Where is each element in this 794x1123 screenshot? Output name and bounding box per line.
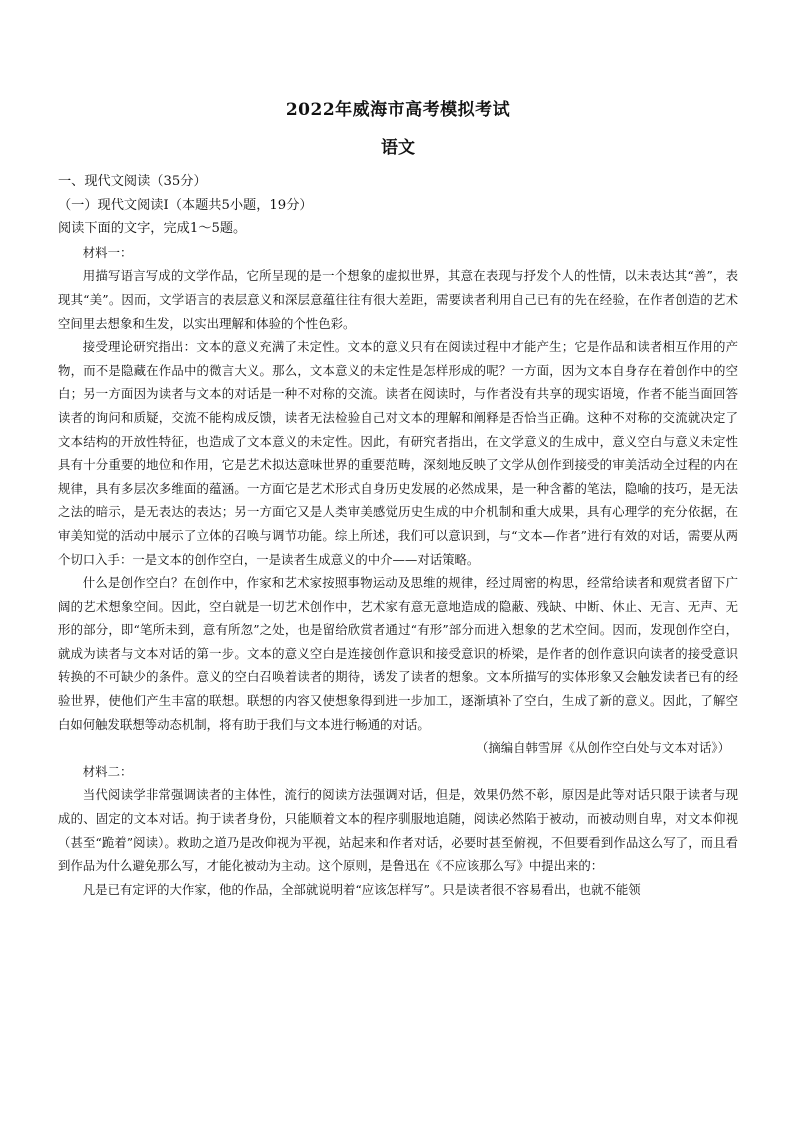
section-heading: 一、现代文阅读（35分） — [58, 174, 207, 189]
material-one-label: 材料一： — [82, 244, 133, 260]
material-two-label: 材料二： — [82, 763, 133, 779]
material-two-paragraph: 当代阅读学非常强调读者的主体性，流行的阅读方法强调对话，但是，效果仍然不彰，原因是此等对话只限于读者与现成的、固定的文本对话。拘于读者身份，只能顺着文本的程序驯服地追随，阅读必然陷于被动，而被动则自卑，对文本仰视（甚至“跪着”阅读）。救助之道乃是改仰视为平视，站起来和作者对话，必要时甚至俯视，不但要看到作品这么写了，而且看到作品为什么避免那么写，才能化被动为主动。这个原则，是鲁迅在《不应该那么写》中提出来的： — [58, 787, 738, 874]
material-one-paragraph: 接受理论研究指出：文本的意义充满了未定性。文本的意义只有在阅读过程中才能产生；它是作品和读者相互作用的产物，而不是隐藏在作品中的微言大义。那么，文本意义的未定性是怎样形成的呢？一方面，因为文本自身存在着创作中的空白；另一方面因为读者与文本的对话是一种不对称的交流。读者在阅读时，与作者没有共享的现实语境，作者不能当面回答读者的询问和质疑，交流不能构成反馈，读者无法检验自己对文本的理解和阐释是否恰当正确。这种不对称的交流就决定了文本结构的开放性特征，也造成了文本意义的未定性。因此，有研究者指出，在文学意义的生成中，意义空白与意义未定性具有十分重要的地位和作用，它是艺术拟达意味世界的重要范畴，深刻地反映了文学从创作到接受的审美活动全过程的内在规律，具有多层次多维面的蕴涵。一方面它是艺术形式自身历史发展的必然成果，是一种含蓄的笔法，隐喻的技巧，是无法之法的暗示，是无表达的表达；另一方面它又是人类审美感觉历史生成的中介机制和重大成果，具有心理学的充分依据，在审美知觉的活动中展示了立体的召唤与调节功能。综上所述，我们可以意识到，与“文本—作者”进行有效的对话，需要从两个切口入手：一是文本的创作空白，一是读者生成意义的中介——对话策略。 — [58, 339, 738, 567]
material-one-paragraph: 用描写语言写成的文学作品，它所呈现的是一个想象的虚拟世界，其意在表现与抒发个人的性情，以未表达其“善”，表现其“美”。因而，文学语言的表层意义和深层意蕴往往有很大差距，需要读者利用自己已有的先在经验，在作者创造的艺术空间里去想象和生发，以实出理解和体验的个性色彩。 — [58, 268, 738, 331]
material-one-paragraph: 什么是创作空白？在创作中，作家和艺术家按照事物运动及思维的规律，经过周密的构思，经常给读者和观赏者留下广阔的艺术想象空间。因此，空白就是一切艺术创作中，艺术家有意无意地造成的隐蔽、残缺、中断、休止、无言、无声、无形的部分，即“笔所未到，意有所忽”之处，也是留给欣赏者通过“有形”部分而进入想象的艺术空间。因而，发现创作空白，就成为读者与文本对话的第一步。文本的意义空白是连接创作意识和接受意识的桥梁，是作者的创作意识向读者的接受意识转换的不可缺少的条件。意义的空白召唤着读者的期待，诱发了读者的想象。文本所描写的实体形象又会触发读者已有的经验世界，使他们产生丰富的联想。联想的内容又使想象得到进一步加工，逐渐填补了空白，生成了新的意义。因此，了解空白如何触发联想等动态机制，将有助于我们与文本进行畅通的对话。 — [58, 575, 738, 732]
material-two-paragraph: 凡是已有定评的大作家，他的作品，全部就说明着“应该怎样写”。只是读者很不容易看出，也就不能领 — [82, 881, 641, 897]
subject-title: 语文 — [381, 138, 415, 158]
reading-instruction: 阅读下面的文字，完成1～5题。 — [58, 221, 247, 237]
exam-title: 2022年威海市高考模拟考试 — [285, 100, 511, 120]
document-page — [58, 98, 738, 901]
material-one-source: （摘编自韩雪屏《从创作空白处与文本对话》） — [475, 740, 730, 756]
section-subheading: （一）现代文阅读Ⅰ（本题共5小题，19分） — [58, 197, 313, 213]
